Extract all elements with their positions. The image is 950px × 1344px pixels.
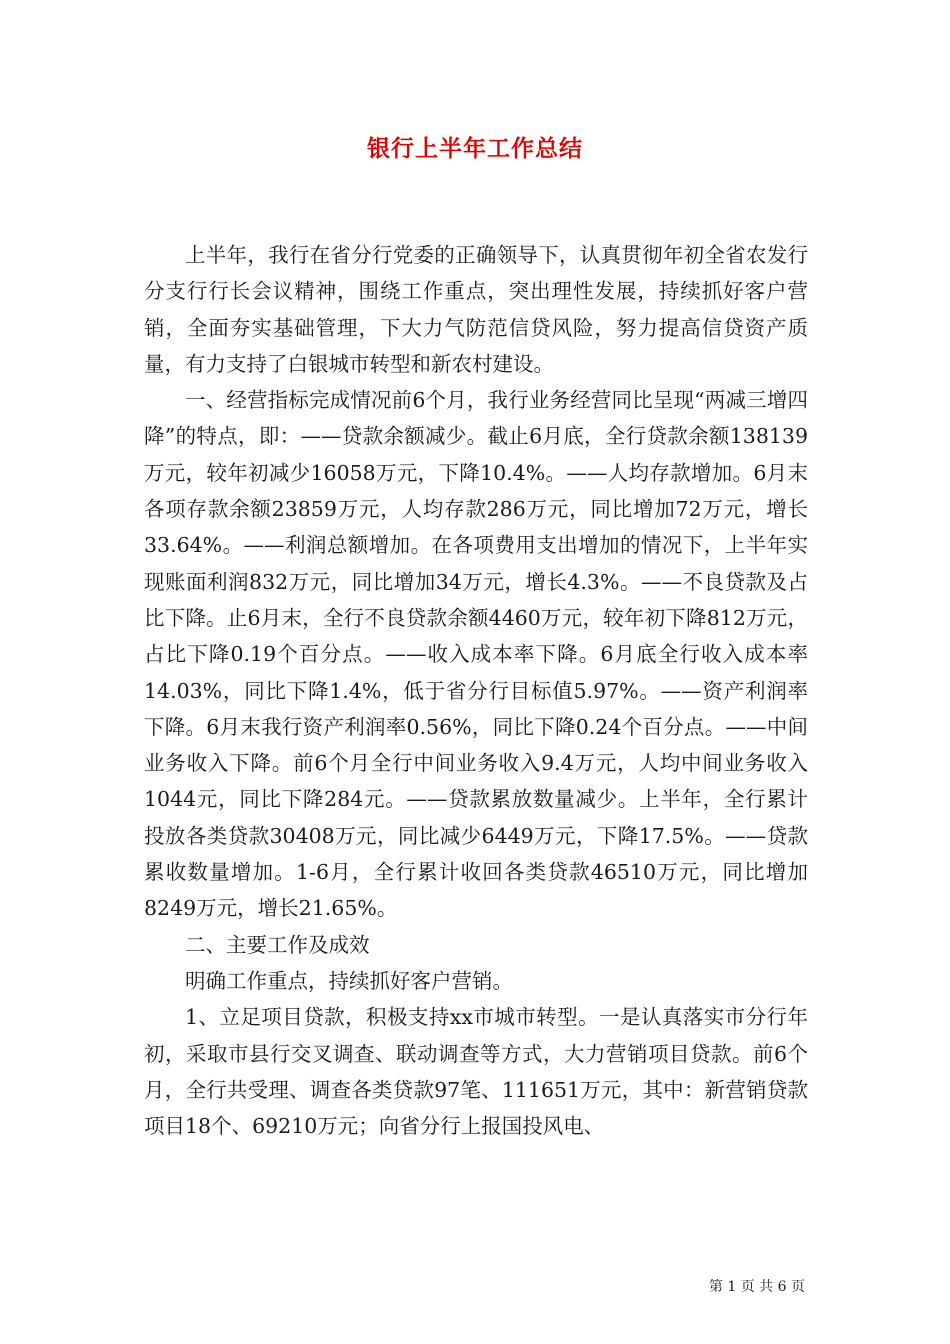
paragraph-section-1: 一、经营指标完成情况前6个月，我行业务经营同比呈现“两减三增四降”的特点，即：——贷款余额减少。截止6月底，全行贷款余额138139万元，较年初减少16058万元，下降10.4%。——人均存款增加。6月末各项存款余额23859万元，人均存款286万元，同比增加72万元，增长33.64%。——利润总额增加。在各项费用支出增加的情况下，上半年实现账面利润832万元，同比增加34万元，增长4.3%。——不良贷款及占比下降。止6月末，全行不良贷款余额4460万元，较年初下降812万元，占比下降0.19个百分点。——收入成本率下降。6月底全行收入成本率14.03%，同比下降1.4%，低于省分行目标值5.97%。——资产利润率下降。6月末我行资产利润率0.56%，同比下降0.24个百分点。——中间业务收入下降。前6个月全行中间业务收入9.4万元，人均中间业务收入1044元，同比下降284元。——贷款累放数量减少。上半年，全行累计投放各类贷款30408万元，同比减少6449万元，下降17.5%。——贷款累收数量增加。1-6月，全行累计收回各类贷款46510万元，同比增加8249万元，增长21.65%。 <box>144 388 808 921</box>
page-title: 银行上半年工作总结 <box>367 136 583 162</box>
document-body <box>144 237 808 1144</box>
paragraph-intro: 上半年，我行在省分行党委的正确领导下，认真贯彻年初全省农发行分支行行长会议精神，围绕工作重点，突出理性发展，持续抓好客户营销，全面夯实基础管理，下大力气防范信贷风险，努力提高信贷资产质量，有力支持了白银城市转型和新农村建设。 <box>144 243 808 376</box>
paragraph-subheading: 明确工作重点，持续抓好客户营销。 <box>185 968 513 993</box>
page-number: 第 1 页 共 6 页 <box>708 1279 805 1295</box>
paragraph-item-1: 1、立足项目贷款，积极支持xx市城市转型。一是认真落实市分行年初，采取市县行交叉调查、联动调查等方式，大力营销项目贷款。前6个月，全行共受理、调查各类贷款97笔、111651万元，其中：新营销贷款项目18个、69210万元；向省分行上报国投风电、 <box>144 1005 808 1139</box>
paragraph-section-2-heading: 二、主要工作及成效 <box>185 932 370 957</box>
